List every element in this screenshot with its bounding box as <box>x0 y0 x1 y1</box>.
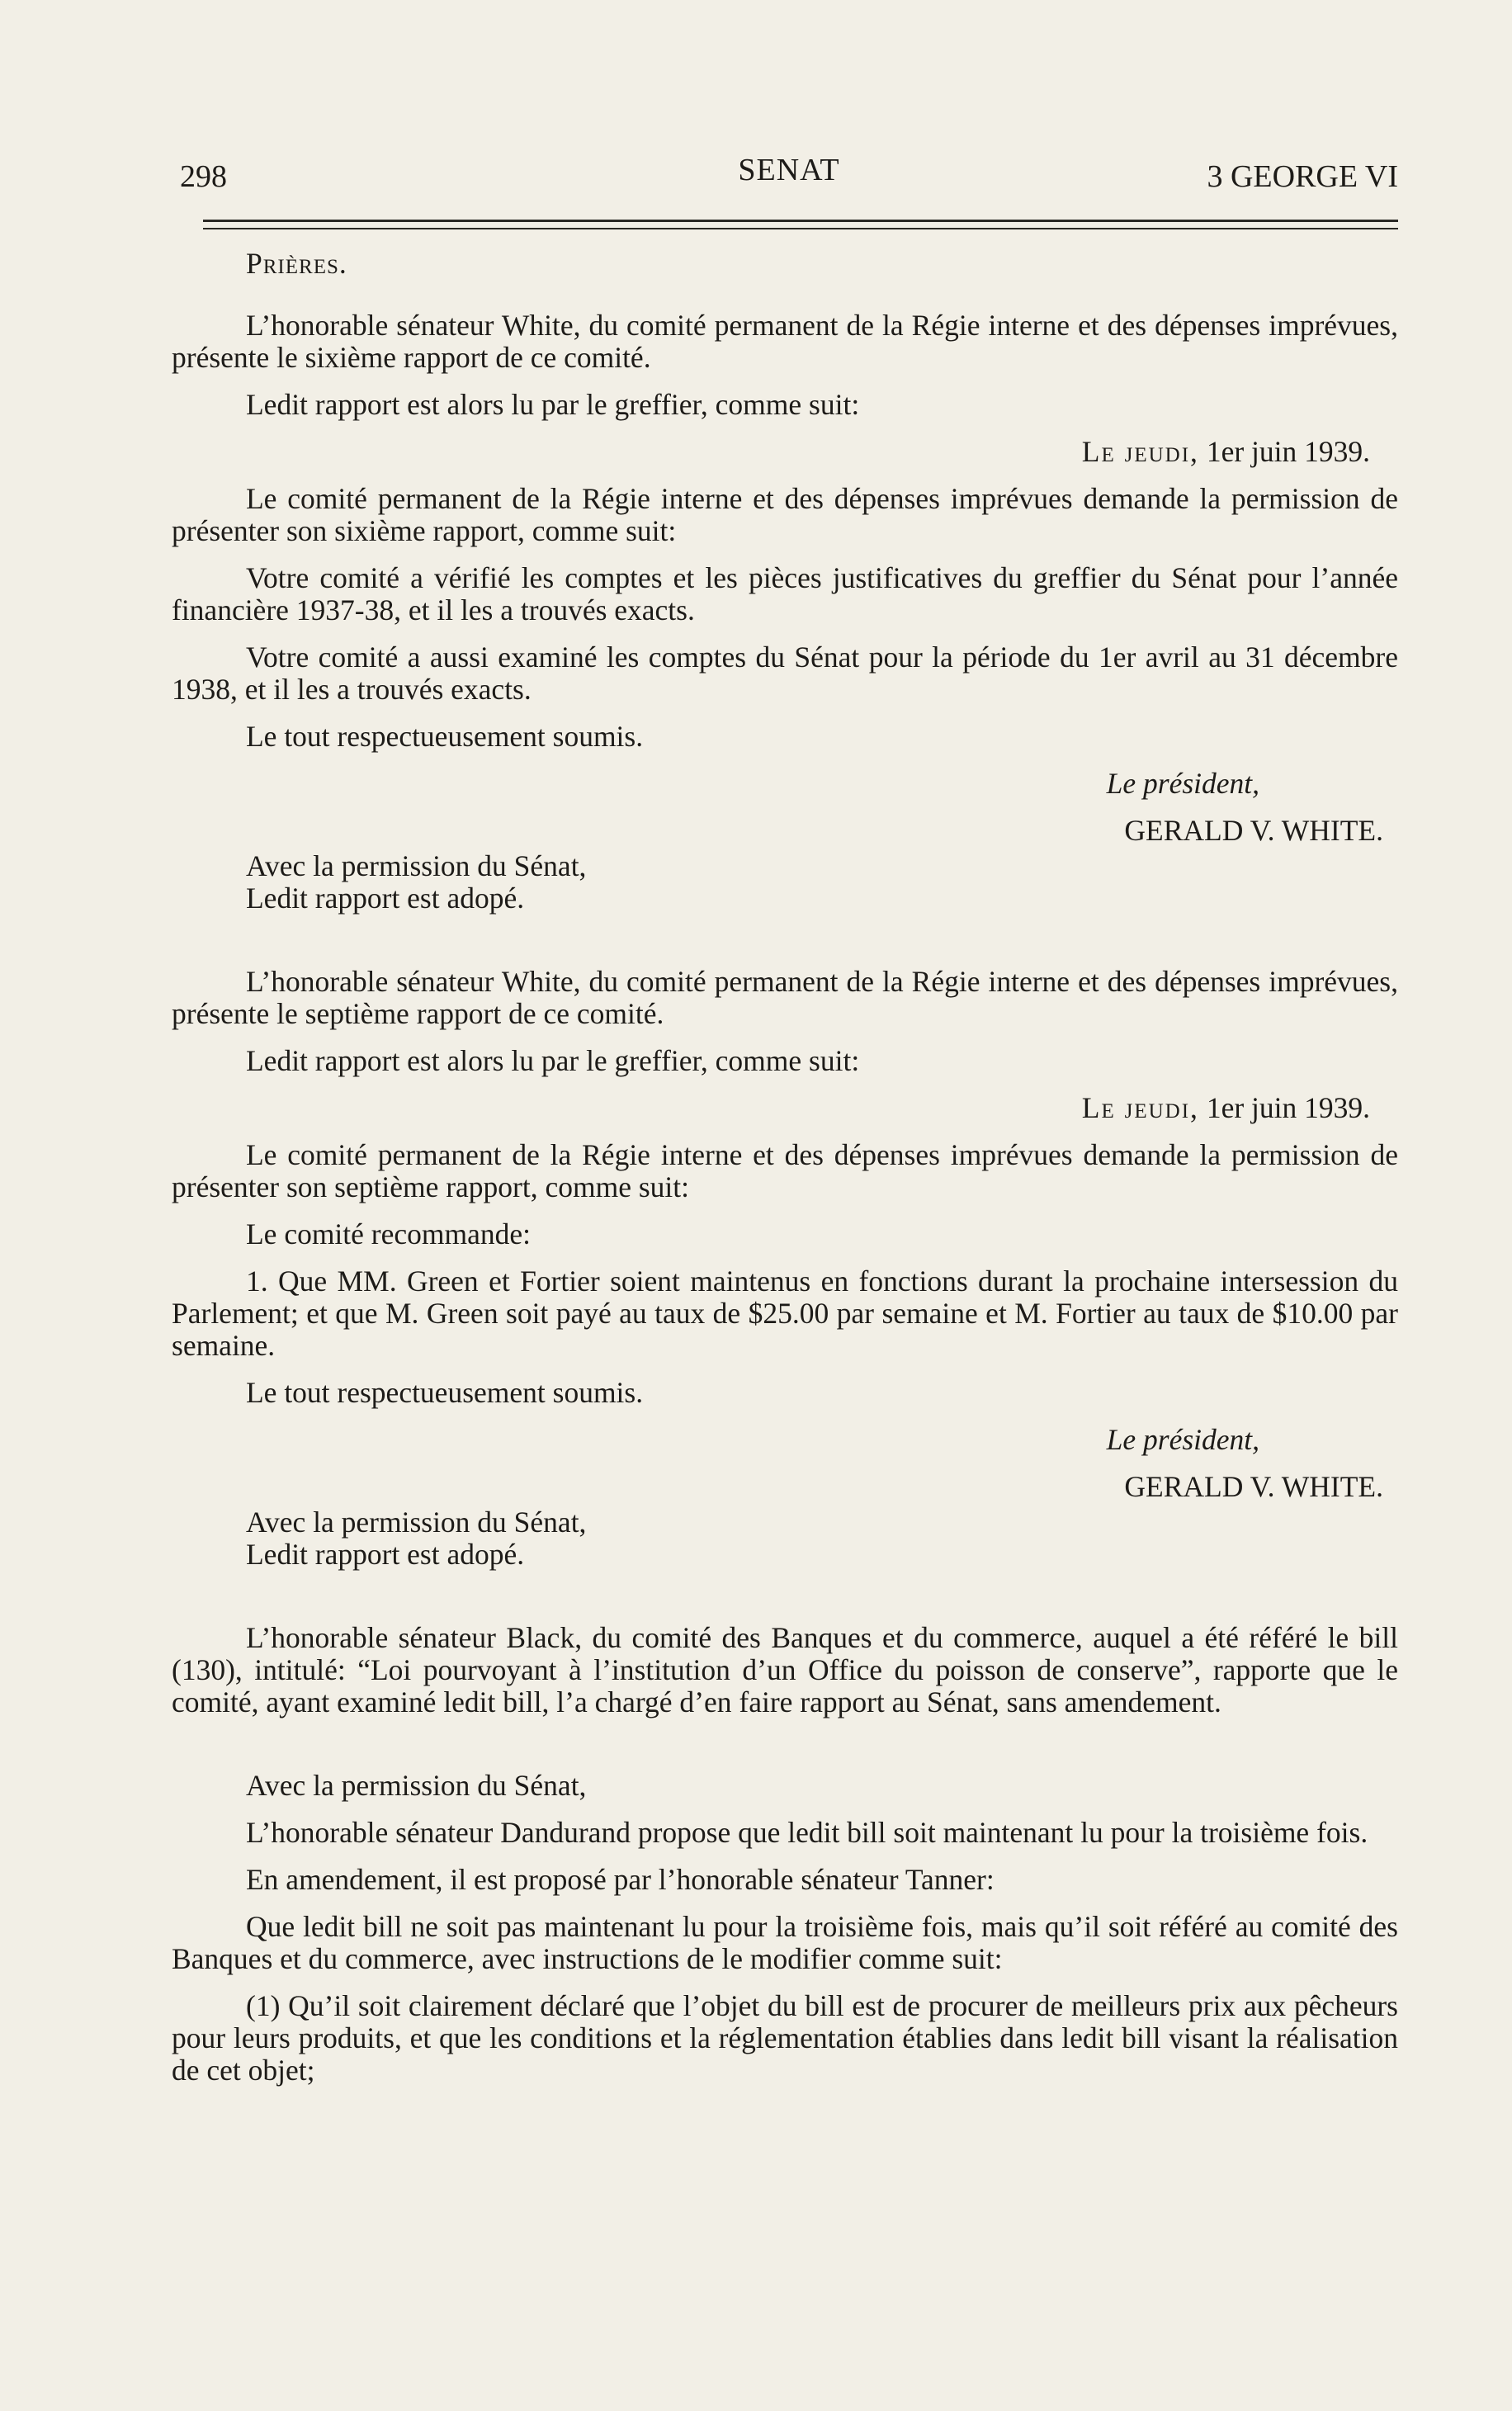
date-label: Le jeudi, <box>1081 435 1199 468</box>
page-number: 298 <box>180 159 227 194</box>
paragraph: L’honorable sénateur White, du comité permanent de la Régie interne et des dépenses imprévues, présente le septième rapport de ce comité. <box>172 965 1398 1030</box>
document-body <box>172 248 1398 2087</box>
report-date <box>172 436 1398 468</box>
running-header <box>180 147 1398 196</box>
header-rule-top <box>203 220 1398 222</box>
header-right: 3 GEORGE VI <box>1207 159 1398 194</box>
paragraph: 1. Que MM. Green et Fortier soient maintenus en fonctions durant la prochaine intersession du Parlement; et que M. Green soit payé au taux de $25.00 par semaine et M. Fortier au taux de $10.00 par semaine. <box>172 1265 1398 1362</box>
paragraph: Le tout respectueusement soumis. <box>246 720 644 753</box>
paragraph: Le tout respectueusement soumis. <box>246 1376 644 1409</box>
paragraph: Ledit rapport est adopé. <box>246 1538 525 1571</box>
paragraph: Avec la permission du Sénat, <box>246 1769 587 1802</box>
paragraph: Ledit rapport est alors lu par le greffier, comme suit: <box>246 1044 860 1077</box>
section-heading: Prières. <box>246 247 347 280</box>
date-value: 1er juin 1939. <box>1198 1091 1370 1124</box>
president-label: Le président, <box>1106 1423 1259 1456</box>
date-value: 1er juin 1939. <box>1198 435 1370 468</box>
paragraph: Ledit rapport est alors lu par le greffier, comme suit: <box>246 388 860 421</box>
report-date <box>172 1092 1398 1124</box>
paragraph: Avec la permission du Sénat, <box>246 1506 587 1539</box>
signature: GERALD V. WHITE. <box>1124 1470 1383 1503</box>
paragraph: En amendement, il est proposé par l’honorable sénateur Tanner: <box>246 1863 995 1896</box>
paragraph: Ledit rapport est adopé. <box>246 882 525 915</box>
paragraph: Avec la permission du Sénat, <box>246 849 587 882</box>
paragraph: (1) Qu’il soit clairement déclaré que l’objet du bill est de procurer de meilleurs prix aux pêcheurs pour leurs produits, et que les conditions et la réglementation établies dans ledit bill visant la réalisation de cet objet; <box>172 1989 1398 2087</box>
date-label: Le jeudi, <box>1081 1091 1199 1124</box>
paragraph: Le comité permanent de la Régie interne et des dépenses imprévues demande la permission de présenter son septième rapport, comme suit: <box>172 1138 1398 1203</box>
president-label: Le président, <box>1106 767 1259 800</box>
paragraph: L’honorable sénateur Black, du comité des Banques et du commerce, auquel a été référé le bill (130), intitulé: “Loi pourvoyant à l’institution d’un Office du poisson de conserve”, rapporte que le comité, ayant examiné ledit bill, l’a chargé d’en faire rapport au Sénat, sans amendement. <box>172 1621 1398 1718</box>
paragraph: Le comité permanent de la Régie interne et des dépenses imprévues demande la permission de présenter son sixième rapport, comme suit: <box>172 482 1398 547</box>
paragraph: L’honorable sénateur White, du comité permanent de la Régie interne et des dépenses imprévues, présente le sixième rapport de ce comité. <box>172 309 1398 374</box>
paragraph: L’honorable sénateur Dandurand propose que ledit bill soit maintenant lu pour la troisième fois. <box>246 1816 1368 1849</box>
header-rule-bottom <box>203 228 1398 229</box>
signature: GERALD V. WHITE. <box>1124 814 1383 847</box>
header-title: SENAT <box>738 153 840 187</box>
paragraph: Le comité recommande: <box>246 1217 531 1250</box>
paragraph: Votre comité a vérifié les comptes et les pièces justificatives du greffier du Sénat pour l’année financière 1937-38, et il les a trouvés exacts. <box>172 561 1398 626</box>
paragraph: Votre comité a aussi examiné les comptes du Sénat pour la période du 1er avril au 31 décembre 1938, et il les a trouvés exacts. <box>172 641 1398 706</box>
paragraph: Que ledit bill ne soit pas maintenant lu pour la troisième fois, mais qu’il soit référé au comité des Banques et du commerce, avec instructions de le modifier comme suit: <box>172 1910 1398 1975</box>
